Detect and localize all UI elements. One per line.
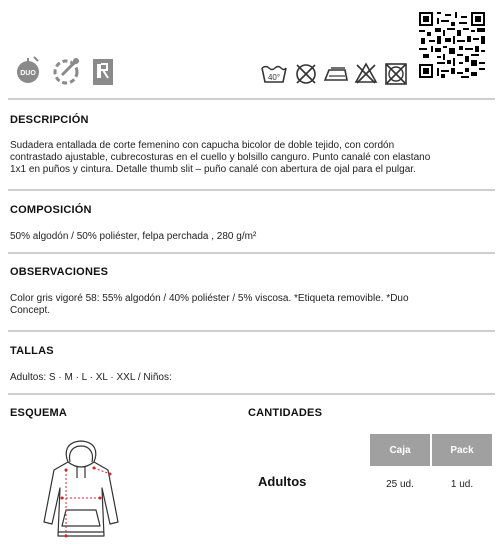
tallas-text: Adultos: S · M · L · XL · XXL / Niños: <box>10 372 172 383</box>
removable-label-icon <box>92 58 114 86</box>
divider <box>8 189 495 191</box>
composicion-title: COMPOSICIÓN <box>10 204 92 216</box>
esquema-title: ESQUEMA <box>10 407 68 419</box>
no-tumble-dry-icon <box>294 62 318 86</box>
quantities-table <box>368 434 494 502</box>
svg-text:DUO: DUO <box>20 70 36 77</box>
observaciones-text: Color gris vigoré 58: 55% algodón / 40% poliéster / 5% viscosa. *Etiqueta removible. *Duo Concept. <box>10 293 409 316</box>
cantidades-title: CANTIDADES <box>248 407 323 419</box>
header-pack: Pack <box>432 434 492 466</box>
no-bleach-icon <box>354 62 378 84</box>
observaciones-title: OBSERVACIONES <box>10 266 109 278</box>
value-caja: 25 ud. <box>386 478 414 490</box>
divider <box>8 330 495 332</box>
thumb-slit-icon <box>52 55 82 87</box>
qr-code-icon <box>419 12 485 78</box>
composicion-text: 50% algodón / 50% poliéster, felpa perchada , 280 g/m² <box>10 231 257 242</box>
no-dry-clean-icon <box>384 62 408 86</box>
divider <box>8 252 495 254</box>
row-label-adultos: Adultos <box>258 474 307 489</box>
divider <box>8 98 495 100</box>
divider <box>8 393 495 395</box>
wash-40-icon <box>260 64 288 84</box>
hoodie-schema-icon <box>36 438 126 542</box>
svg-text:40°: 40° <box>267 73 281 82</box>
female-duo-icon <box>14 56 42 86</box>
tallas-title: TALLAS <box>10 345 54 357</box>
header-caja: Caja <box>370 434 430 466</box>
descripcion-text: Sudadera entallada de corte femenino con capucha bicolor de doble tejido, con cordón contrastado ajustable, cubrecosturas en el cuello y bolsillo canguro. Punto canalé con elastano 1x1 en puños y cintura. Detalle thumb slit – puño canalé con abertura de ojal para el pulgar. <box>10 140 431 175</box>
iron-low-icon <box>323 64 349 84</box>
value-pack: 1 ud. <box>450 478 474 490</box>
descripcion-title: DESCRIPCIÓN <box>10 114 89 126</box>
